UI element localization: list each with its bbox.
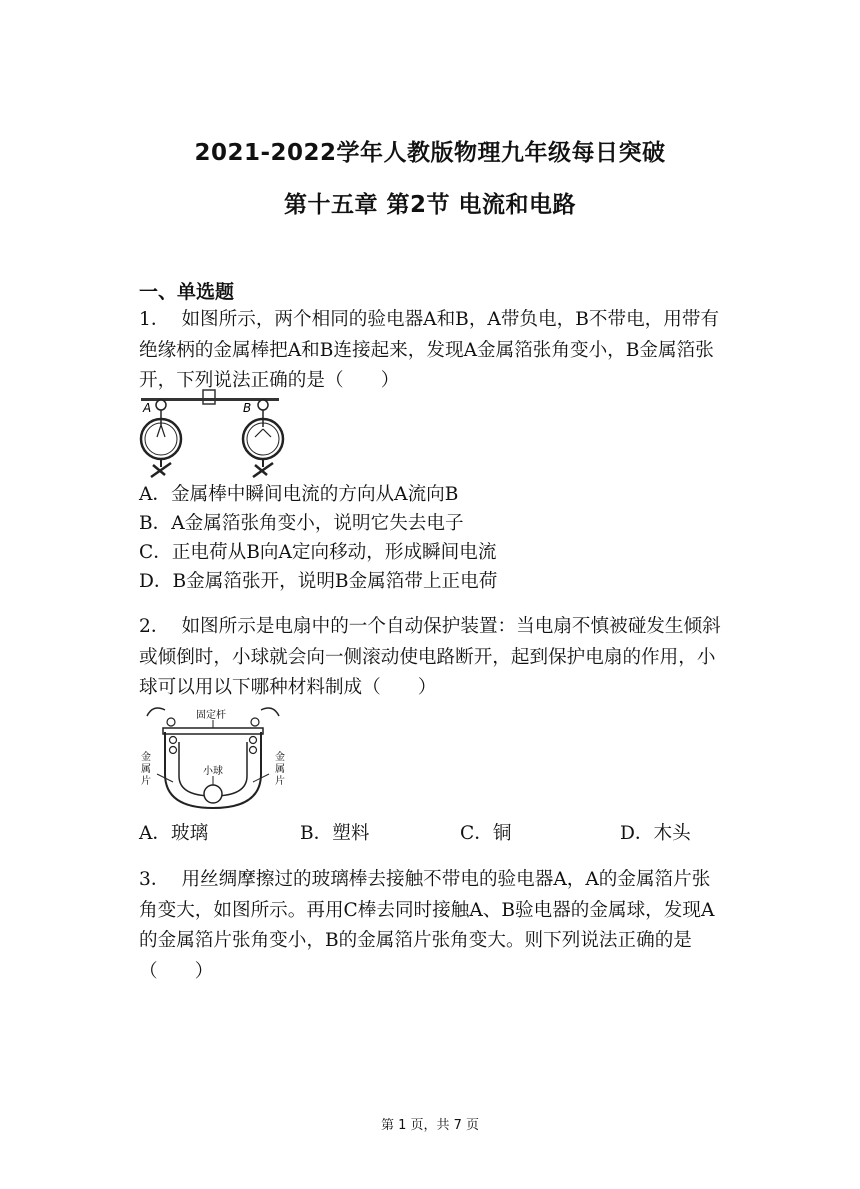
protector-figure <box>139 702 287 814</box>
rod-label: 固定杆 <box>196 710 226 721</box>
ball-label: 小球 <box>203 766 223 777</box>
figure-label-b: B <box>243 401 252 415</box>
svg-text:片: 片 <box>275 776 285 787</box>
question-1 <box>139 305 724 397</box>
q1-option-b: B．A金属箔张角变小，说明它失去电子 <box>139 513 464 534</box>
q2-option-b: B．塑料 <box>300 823 370 844</box>
svg-text:属: 属 <box>275 764 285 775</box>
question-3 <box>139 865 724 987</box>
electroscope-figure <box>139 387 289 479</box>
q1-option-d: D．B金属箔张开，说明B金属箔带上正电荷 <box>139 571 498 592</box>
q2-option-d: D．木头 <box>620 823 691 844</box>
question-stem: 如图所示是电扇中的一个自动保护装置：当电扇不慎被碰发生倾斜或倾倒时，小球就会向一侧滚动使电路断开，起到保护电扇的作用，小球可以用以下哪种材料制成（ ） <box>139 616 721 698</box>
question-number: 3． <box>139 869 170 890</box>
right-label <box>275 750 285 787</box>
left-label <box>141 750 151 787</box>
section-heading: 一、单选题 <box>139 281 235 303</box>
page-footer: 第 1 页，共 7 页 <box>380 1118 480 1133</box>
page-subtitle: 第十五章 第2节 电流和电路 <box>283 192 577 218</box>
q1-option-a: A．金属棒中瞬间电流的方向从A流向B <box>139 484 459 505</box>
question-stem: 如图所示，两个相同的验电器A和B，A带负电，B不带电，用带有绝缘柄的金属棒把A和B连接起来，发现A金属箔张角变小，B金属箔张开，下列说法正确的是（ ） <box>139 309 720 391</box>
question-number: 2． <box>139 616 170 637</box>
question-stem: 用丝绸摩擦过的玻璃棒去接触不带电的验电器A，A的金属箔片张角变大，如图所示。再用C棒去同时接触A、B验电器的金属球，发现A的金属箔片张角变小，B的金属箔片张角变大。则下列说法正确的是（ ） <box>139 869 715 982</box>
figure-label-a: A <box>143 401 152 415</box>
svg-text:金: 金 <box>141 752 151 763</box>
page-title: 2021-2022学年人教版物理九年级每日突破 <box>194 140 666 166</box>
q1-option-c: C．正电荷从B向A定向移动，形成瞬间电流 <box>139 542 497 563</box>
question-number: 1． <box>139 309 170 330</box>
svg-text:片: 片 <box>141 776 151 787</box>
svg-text:属: 属 <box>141 764 151 775</box>
q2-option-a: A．玻璃 <box>139 823 209 844</box>
svg-text:金: 金 <box>275 752 285 763</box>
question-2 <box>139 612 724 704</box>
q2-option-c: C．铜 <box>460 823 512 844</box>
